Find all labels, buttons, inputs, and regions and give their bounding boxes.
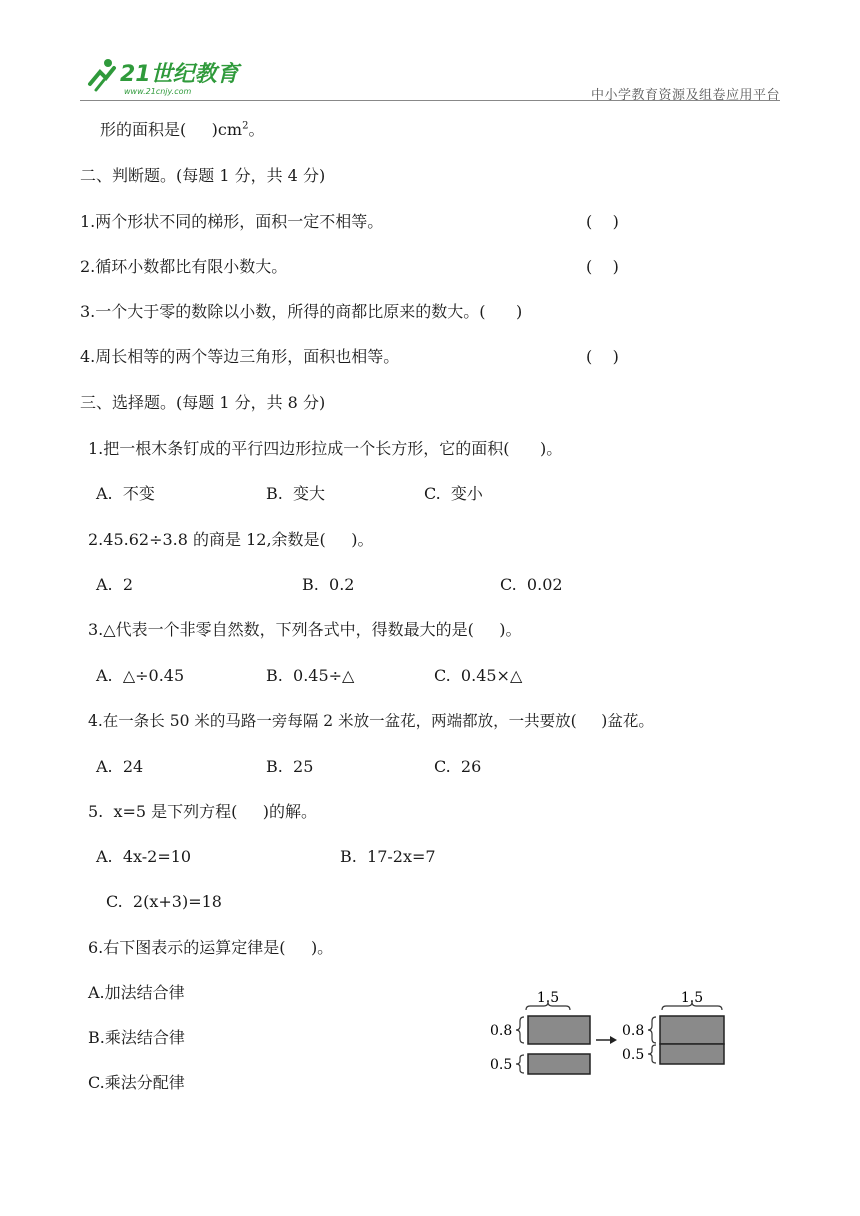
left-top-brace bbox=[526, 1002, 570, 1010]
right-width-label: 1.5 bbox=[680, 990, 704, 1006]
choice-q2-stem: 2.45.62÷3.8 的商是 12,余数是( )。 bbox=[88, 530, 374, 549]
right-bottom-side-brace bbox=[648, 1045, 656, 1063]
right-bottom-height-label: 0.5 bbox=[622, 1047, 645, 1063]
choice-q2-option-a: A. 2 bbox=[96, 575, 133, 594]
choice-q4-option-a: A. 24 bbox=[96, 757, 144, 776]
right-top-side-brace bbox=[648, 1017, 656, 1043]
header-divider bbox=[80, 100, 780, 101]
choice-q4-option-c: C. 26 bbox=[434, 757, 482, 776]
choice-q1-option-a: A. 不变 bbox=[96, 484, 155, 503]
right-top-height-label: 0.8 bbox=[622, 1023, 645, 1039]
distributive-law-figure bbox=[484, 984, 744, 1084]
choice-q2-option-c: C. 0.02 bbox=[500, 575, 563, 594]
choice-q5-option-a: A. 4x-2=10 bbox=[96, 847, 192, 866]
left-top-height-label: 0.8 bbox=[490, 1023, 513, 1039]
choice-q4-option-b: B. 25 bbox=[266, 757, 314, 776]
right-top-brace bbox=[662, 1002, 722, 1010]
page-header bbox=[80, 52, 780, 102]
right-top-rect bbox=[660, 1016, 724, 1044]
choice-q1-option-c: C. 变小 bbox=[424, 484, 483, 503]
choice-q3-option-b: B. 0.45÷△ bbox=[266, 666, 355, 685]
right-bottom-rect bbox=[660, 1044, 724, 1064]
choice-q3-option-a: A. △÷0.45 bbox=[96, 666, 185, 685]
left-top-rect bbox=[528, 1016, 590, 1044]
judge-item-3: 3.一个大于零的数除以小数，所得的商都比原来的数大。( ) bbox=[80, 302, 523, 321]
platform-name: 中小学教育资源及组卷应用平台 bbox=[590, 88, 780, 103]
judge-item-2: 2.循环小数都比有限小数大。 bbox=[80, 257, 288, 276]
continuation-line: 形的面积是( )$cm^2$。 bbox=[100, 120, 265, 139]
judge-item-1: 1.两个形状不同的梯形，面积一定不相等。 bbox=[80, 212, 384, 231]
arrow-head-icon bbox=[610, 1036, 617, 1044]
left-bottom-rect bbox=[528, 1054, 590, 1074]
section2-title: 二、判断题。(每题 1 分，共 4 分) bbox=[80, 166, 326, 185]
logo-url: www.21cnjy.com bbox=[124, 87, 192, 96]
site-logo bbox=[84, 54, 254, 98]
left-width-label: 1.5 bbox=[536, 990, 560, 1006]
choice-q6-option-b: B.乘法结合律 bbox=[88, 1028, 185, 1047]
choice-q4-stem: 4.在一条长 50 米的马路一旁每隔 2 米放一盆花，两端都放，一共要放( )盆花。 bbox=[88, 712, 654, 730]
choice-q5-option-b: B. 17-2x=7 bbox=[340, 847, 436, 866]
choice-q6-stem: 6.右下图表示的运算定律是( )。 bbox=[88, 938, 334, 957]
choice-q3-option-c: C. 0.45×△ bbox=[434, 666, 523, 685]
choice-q3-stem: 3.△代表一个非零自然数，下列各式中，得数最大的是( )。 bbox=[88, 620, 522, 639]
judge-item-4: 4.周长相等的两个等边三角形，面积也相等。 bbox=[80, 347, 400, 366]
left-bottom-side-brace bbox=[516, 1055, 524, 1073]
judge-bracket-1: ( ) bbox=[586, 212, 619, 231]
choice-q1-option-b: B. 变大 bbox=[266, 484, 326, 503]
choice-q6-option-a: A.加法结合律 bbox=[88, 983, 185, 1002]
choice-q6-option-c: C.乘法分配律 bbox=[88, 1073, 185, 1092]
left-top-side-brace bbox=[516, 1017, 524, 1043]
left-bottom-height-label: 0.5 bbox=[490, 1057, 513, 1073]
choice-q2-option-b: B. 0.2 bbox=[302, 575, 355, 594]
section3-title: 三、选择题。(每题 1 分，共 8 分) bbox=[80, 393, 326, 412]
choice-q1-stem: 1.把一根木条钉成的平行四边形拉成一个长方形，它的面积( )。 bbox=[88, 439, 563, 458]
judge-bracket-4: ( ) bbox=[586, 347, 619, 366]
choice-q5-stem: 5. x=5 是下列方程( )的解。 bbox=[88, 802, 318, 821]
judge-bracket-2: ( ) bbox=[586, 257, 619, 276]
logo-text: 21世纪教育 bbox=[120, 62, 239, 87]
choice-q5-option-c: C. 2(x+3)=18 bbox=[106, 892, 222, 911]
